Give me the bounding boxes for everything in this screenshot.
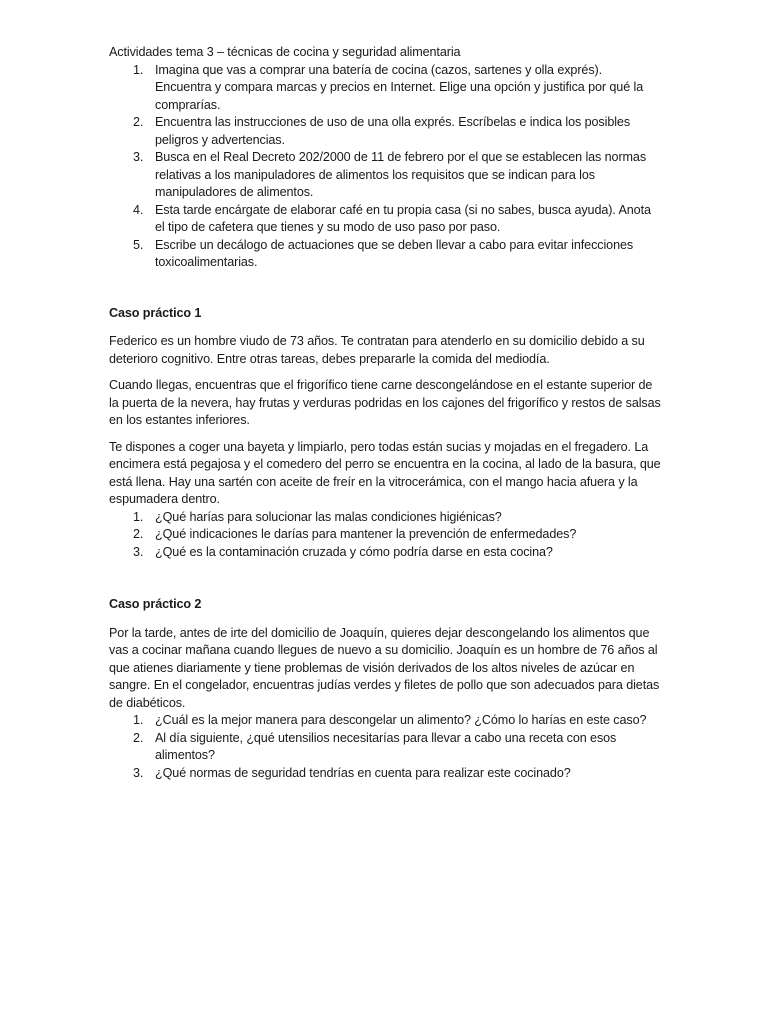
item-text: ¿Qué indicaciones le darías para mantener la prevención de enfermedades? <box>155 527 577 541</box>
item-text: Busca en el Real Decreto 202/2000 de 11 de febrero por el que se establecen las normas relativas a los manipuladores de alimentos los requisitos que se indican para los manipuladores de alimentos. <box>155 150 647 199</box>
item-number: 5. <box>133 237 144 252</box>
case-paragraph: Federico es un hombre viudo de 73 años. Te contratan para atenderlo en su domicilio debido a su deterioro cognitivo. Entre otras tareas, debes prepararle la comida del mediodía. <box>109 334 645 366</box>
document-title: Actividades tema 3 – técnicas de cocina y seguridad alimentaria <box>109 45 461 59</box>
item-text: ¿Qué es la contaminación cruzada y cómo podría darse en esta cocina? <box>155 544 553 559</box>
case-paragraph: Cuando llegas, encuentras que el frigorífico tiene carne descongelándose en el estante superior de la puerta de la nevera, hay frutas y verduras podridas en los cajones del frigorífico y restos de salsas en los estantes inferiores. <box>109 378 661 427</box>
case-study-title: Caso práctico 2 <box>109 597 202 611</box>
item-text: Al día siguiente, ¿qué utensilios necesitarías para llevar a cabo una receta con esos alimentos? <box>155 730 617 762</box>
activity-item <box>109 149 661 202</box>
activities-list <box>109 62 661 272</box>
item-number: 3. <box>133 150 144 164</box>
question-item <box>109 730 661 765</box>
item-number: 4. <box>133 202 144 217</box>
case-study-1 <box>109 305 661 562</box>
item-number: 1. <box>133 509 144 524</box>
item-text: ¿Cuál es la mejor manera para descongelar un alimento? ¿Cómo lo harías en este caso? <box>155 713 647 727</box>
questions-list <box>109 712 661 782</box>
case-paragraph: Te dispones a coger una bayeta y limpiarlo, pero todas están sucias y mojadas en el fregadero. La encimera está pegajosa y el comedero del perro se encuentra en la cocina, al lado de la basura, que está llena. Hay una sartén con aceite de freír en la vitrocerámica, con el mango hacia afuera y la espumadera dentro. <box>109 439 661 506</box>
activity-item <box>109 202 661 237</box>
item-text: Escribe un decálogo de actuaciones que se deben llevar a cabo para evitar infecciones toxicoalimentarias. <box>155 237 634 269</box>
case-paragraph: Por la tarde, antes de irte del domicilio de Joaquín, quieres dejar descongelando los alimentos que vas a cocinar mañana cuando llegues de nuevo a su domicilio. Joaquín es un hombre de 76 años al que atienes diariamente y tiene problemas de visión derivados de los altos niveles de azúcar en sangre. En el congelador, encuentras judías verdes y filetes de pollo que son adecuados para dietas de diabéticos. <box>109 625 660 710</box>
item-text: Esta tarde encárgate de elaborar café en tu propia casa (si no sabes, busca ayuda). Anota el tipo de cafetera que tienes y su modo de uso paso por paso. <box>155 202 651 234</box>
item-number: 2. <box>133 730 144 745</box>
activity-item <box>109 114 661 149</box>
question-item <box>109 765 661 783</box>
item-text: Encuentra las instrucciones de uso de una olla exprés. Escríbelas e indica los posibles peligros y advertencias. <box>155 115 631 147</box>
question-item <box>109 544 661 562</box>
item-number: 1. <box>133 62 144 77</box>
item-number: 3. <box>133 544 144 559</box>
questions-list <box>109 509 661 562</box>
question-item <box>109 526 661 544</box>
question-item <box>109 712 661 730</box>
item-number: 2. <box>133 115 144 129</box>
question-item <box>109 509 661 527</box>
item-text: ¿Qué normas de seguridad tendrías en cuenta para realizar este cocinado? <box>155 765 571 780</box>
item-number: 3. <box>133 765 144 780</box>
item-text: ¿Qué harías para solucionar las malas condiciones higiénicas? <box>155 509 502 524</box>
case-study-2 <box>109 596 661 782</box>
activity-item <box>109 62 661 115</box>
case-study-title: Caso práctico 1 <box>109 305 202 320</box>
item-number: 1. <box>133 713 144 727</box>
item-text: Imagina que vas a comprar una batería de cocina (cazos, sartenes y olla exprés). Encuentra y compara marcas y precios en Internet. Elige una opción y justifica por qué la comprarías. <box>155 62 644 112</box>
item-number: 2. <box>133 527 144 541</box>
activity-item <box>109 237 661 272</box>
document-page <box>109 44 661 782</box>
